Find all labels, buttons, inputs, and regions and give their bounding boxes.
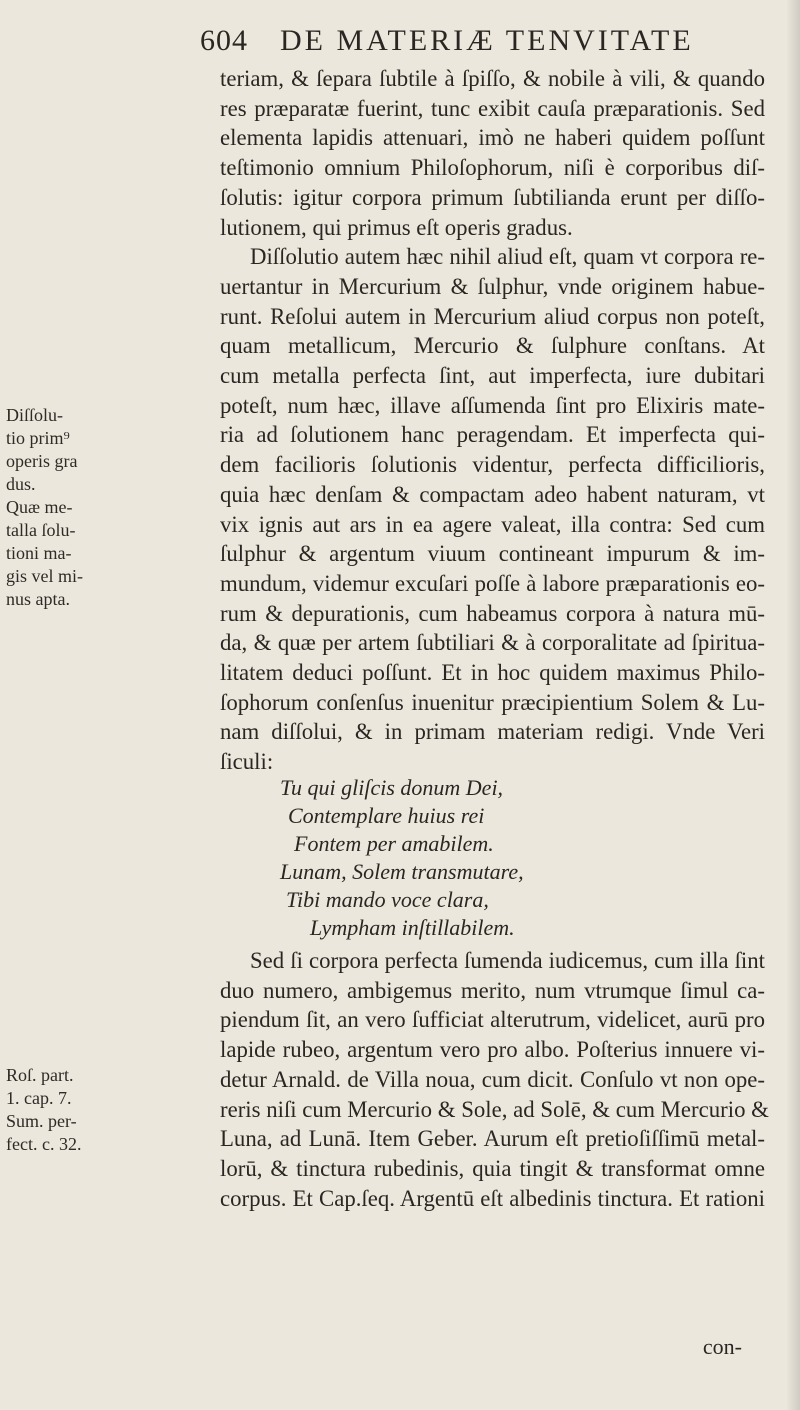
text-line: cum metalla perfecta ſint, aut imperfecta, iure dubitari bbox=[220, 363, 765, 389]
text-line: vix ignis aut ars in ea agere valeat, illa contra: Sed cum bbox=[220, 511, 765, 537]
text-line: ſulphur & argentum viuum contineant impurum & im- bbox=[220, 541, 765, 567]
verse-line: Lympham inſtillabilem. bbox=[310, 915, 515, 940]
catchword: con- bbox=[702, 1334, 742, 1359]
margin-note-line: fect. c. 32. bbox=[6, 1134, 82, 1154]
text-line: lorū, & tinctura rubedinis, quia tingit & transformat omne bbox=[220, 1155, 765, 1181]
page-edge-shadow bbox=[786, 0, 800, 1410]
verse-line: Tu qui gliſcis donum Dei, bbox=[280, 775, 504, 800]
text-line: rum & depurationis, cum habeamus corpora à natura mū- bbox=[220, 600, 765, 626]
text-line: res præparatæ fuerint, tunc exibit cauſa præparationis. Sed bbox=[220, 95, 765, 121]
main-text-block-1 bbox=[220, 64, 765, 777]
page-header bbox=[200, 24, 720, 64]
text-line: lapide rubeo, argentum vero pro albo. Poſterius innuere vi- bbox=[220, 1037, 765, 1063]
margin-note-line: dus. bbox=[6, 474, 36, 494]
text-line: Luna, ad Lunā. Item Geber. Aurum eſt pretioſiſſimū metal- bbox=[220, 1126, 765, 1152]
running-title: DE MATERIÆ TENVITATE bbox=[280, 24, 694, 57]
page-number: 604 bbox=[200, 24, 248, 57]
margin-note-line: tioni ma- bbox=[6, 543, 72, 563]
margin-note-line: operis gra bbox=[6, 451, 78, 471]
text-line: quia hæc denſam & compactam adeo habent naturam, vt bbox=[220, 481, 765, 507]
text-line: runt. Reſolui autem in Mercurium aliud corpus non poteſt, bbox=[220, 303, 765, 329]
verse-line: Lunam, Solem transmutare, bbox=[280, 859, 524, 884]
text-line: dem facilioris ſolutionis videntur, perfecta difficilioris, bbox=[220, 452, 765, 478]
margin-note-line: nus apta. bbox=[6, 589, 70, 609]
text-line: quam metallicum, Mercurio & ſulphure conſtans. At bbox=[220, 333, 765, 359]
text-line: duo numero, ambigemus merito, num vtrumque ſimul ca- bbox=[220, 977, 765, 1003]
text-line: teſtimonio omnium Philoſophorum, niſi è corporibus diſ- bbox=[220, 155, 765, 181]
margin-note-line: 1. cap. 7. bbox=[6, 1088, 72, 1108]
text-line: mundum, videmur excuſari poſſe à labore præparationis eo- bbox=[220, 570, 765, 596]
text-line: teriam, & ſepara ſubtile à ſpiſſo, & nobile à vili, & quando bbox=[220, 66, 765, 91]
text-line: ſiculi: bbox=[220, 749, 274, 775]
verse-line: Tibi mando voce clara, bbox=[286, 887, 489, 912]
text-line: reris niſi cum Mercurio & Sole, ad Solē, & cum Mercurio & bbox=[220, 1096, 769, 1122]
text-line: elementa lapidis attenuari, imò ne haberi quidem poſſunt bbox=[220, 125, 765, 151]
margin-note-line: tio prim⁹ bbox=[6, 428, 70, 448]
text-line: Sed ſi corpora perfecta ſumenda iudicemus, cum illa ſint bbox=[250, 948, 765, 973]
margin-note-line: Roſ. part. bbox=[6, 1065, 74, 1085]
text-line: uertantur in Mercurium & ſulphur, vnde originem habue- bbox=[220, 273, 765, 299]
text-line: lutionem, qui primus eſt operis gradus. bbox=[220, 214, 573, 240]
margin-note-line: Quæ me- bbox=[6, 497, 73, 517]
margin-note-line: Sum. per- bbox=[6, 1111, 77, 1131]
text-line: da, & quæ per artem ſubtiliari & à corporalitate ad ſpiritua- bbox=[220, 630, 765, 656]
margin-note-line: gis vel mi- bbox=[6, 566, 83, 586]
text-line: nam diſſolui, & in primam materiam redigi. Vnde Veri bbox=[220, 719, 765, 745]
text-line: Diſſolutio autem hæc nihil aliud eſt, quam vt corpora re- bbox=[250, 244, 765, 270]
text-line: litatem deduci poſſunt. Et in hoc quidem maximus Philo- bbox=[220, 660, 765, 686]
text-line: piendum ſit, an vero ſufficiat alterutrum, videlicet, aurū pro bbox=[220, 1007, 765, 1033]
verse-block bbox=[220, 774, 740, 942]
margin-note-references bbox=[6, 1064, 81, 1156]
margin-note-line: talla ſolu- bbox=[6, 520, 76, 540]
margin-note-line: Diſſolu- bbox=[6, 405, 63, 425]
text-line: detur Arnald. de Villa noua, cum dicit. Conſulo vt non ope- bbox=[220, 1066, 765, 1092]
verse-line: Fontem per amabilem. bbox=[294, 831, 494, 856]
text-line: ria ad ſolutionem hanc peragendam. Et imperfecta qui- bbox=[220, 422, 765, 448]
text-line: ſophorum conſenſus inuenitur præcipientium Solem & Lu- bbox=[220, 689, 765, 715]
text-line: poteſt, num hæc, illave aſſumenda ſint pro Elixiris mate- bbox=[220, 392, 765, 418]
text-line: corpus. Et Cap.ſeq. Argentū eſt albedinis tinctura. Et rationi bbox=[220, 1185, 765, 1211]
margin-note-dissolution bbox=[6, 404, 77, 496]
text-line: ſolutis: igitur corpora primum ſubtilianda erunt per diſſo- bbox=[220, 184, 765, 210]
main-text-block-2 bbox=[220, 946, 769, 1213]
verse-line: Contemplare huius rei bbox=[288, 803, 485, 828]
margin-note-metals bbox=[6, 496, 83, 611]
